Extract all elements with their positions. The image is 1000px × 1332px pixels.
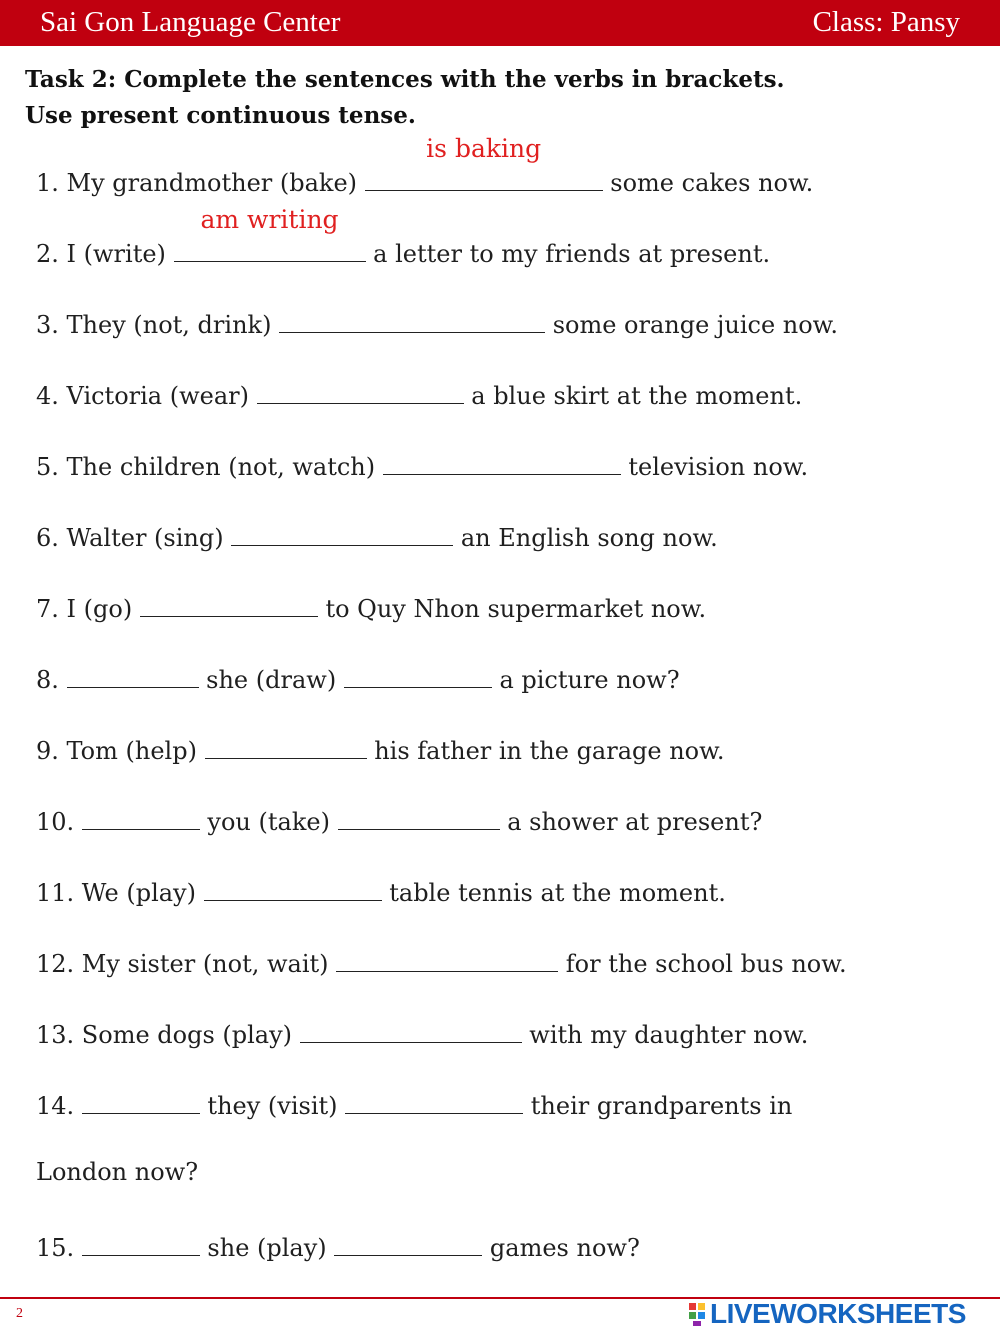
sentence-text: 8. — [36, 666, 67, 694]
sentence-text: 4. Victoria (wear) — [36, 382, 257, 410]
answer-field-12[interactable] — [336, 945, 558, 972]
sentence-8 — [36, 661, 680, 701]
sentence-text: 1. My grandmother (bake) — [36, 169, 365, 197]
answer-text-2: am writing — [200, 205, 339, 234]
sentence-text: 13. Some dogs (play) — [36, 1021, 300, 1049]
center-name: Sai Gon Language Center — [40, 6, 341, 38]
answer-field-15b[interactable] — [334, 1229, 482, 1256]
answer-field-10b[interactable] — [338, 803, 500, 830]
sentence-text: you (take) — [199, 808, 338, 836]
answer-field-14b[interactable] — [345, 1087, 523, 1114]
sentence-text: some orange juice now. — [545, 311, 839, 339]
task-title-line-1: Task 2: Complete the sentences with the verbs in brackets. — [25, 66, 785, 93]
sentence-text: a letter to my friends at present. — [365, 240, 771, 268]
sentence-text: 3. They (not, drink) — [36, 311, 280, 339]
answer-field-10a[interactable] — [82, 803, 200, 830]
sentence-3 — [36, 306, 838, 346]
answer-field-13[interactable] — [300, 1016, 522, 1043]
answer-field-8a[interactable] — [67, 661, 199, 688]
sentence-text: they (visit) — [199, 1092, 346, 1120]
header-bar — [0, 0, 1000, 46]
sentence-text: table tennis at the moment. — [381, 879, 726, 907]
sentence-5 — [36, 448, 808, 488]
answer-field-2[interactable] — [174, 205, 366, 262]
sentence-6 — [36, 519, 718, 559]
sentence-text: for the school bus now. — [558, 950, 847, 978]
answer-field-7[interactable] — [140, 590, 318, 617]
sentence-text: 2. I (write) — [36, 240, 174, 268]
sentence-text: 10. — [36, 808, 82, 836]
sentence-text: 9. Tom (help) — [36, 737, 205, 765]
sentence-7 — [36, 590, 706, 630]
sentence-text: 11. We (play) — [36, 879, 204, 907]
answer-field-14a[interactable] — [82, 1087, 200, 1114]
sentence-9 — [36, 732, 724, 772]
sentence-text: their grandparents in — [523, 1092, 793, 1120]
sentence-14 — [36, 1087, 792, 1127]
sentence-10 — [36, 803, 762, 843]
answer-field-4[interactable] — [257, 377, 464, 404]
sentence-text: 7. I (go) — [36, 595, 140, 623]
sentence-2 — [36, 205, 771, 275]
answer-field-9[interactable] — [205, 732, 367, 759]
page-number: 2 — [16, 1306, 23, 1321]
sentence-text: television now. — [620, 453, 809, 481]
sentence-text: a blue skirt at the moment. — [463, 382, 803, 410]
sentence-text: 15. — [36, 1234, 82, 1262]
sentence-text: a picture now? — [491, 666, 680, 694]
answer-field-5[interactable] — [383, 448, 621, 475]
sentence-1 — [36, 134, 814, 204]
answer-field-15a[interactable] — [82, 1229, 200, 1256]
sentence-text: London now? — [36, 1158, 199, 1186]
sentence-text: a shower at present? — [499, 808, 763, 836]
sentence-text: 12. My sister (not, wait) — [36, 950, 337, 978]
sentence-text: to Quy Nhon supermarket now. — [317, 595, 707, 623]
sentence-text: 6. Walter (sing) — [36, 524, 232, 552]
sentence-text: 14. — [36, 1092, 82, 1120]
answer-field-3[interactable] — [279, 306, 545, 333]
answer-field-1[interactable] — [365, 134, 603, 191]
sentence-15 — [36, 1229, 640, 1269]
sentence-text: she (play) — [199, 1234, 335, 1262]
sentence-11 — [36, 874, 726, 914]
liveworksheets-logo-icon — [688, 1301, 706, 1327]
task-title-line-2: Use present continuous tense. — [25, 102, 416, 129]
sentence-12 — [36, 945, 847, 985]
answer-field-6[interactable] — [231, 519, 453, 546]
liveworksheets-watermark — [688, 1296, 966, 1332]
sentence-text: some cakes now. — [602, 169, 814, 197]
task-instructions — [25, 62, 975, 134]
sentence-text: with my daughter now. — [521, 1021, 809, 1049]
answer-field-11[interactable] — [204, 874, 382, 901]
sentence-text: his father in the garage now. — [366, 737, 725, 765]
answer-field-8b[interactable] — [344, 661, 492, 688]
sentence-text: she (draw) — [198, 666, 344, 694]
answer-text-1: is baking — [426, 134, 542, 163]
watermark-text: LIVEWORKSHEETS — [710, 1298, 966, 1329]
sentence-14-continued — [36, 1158, 198, 1198]
sentence-text: an English song now. — [453, 524, 718, 552]
sentence-4 — [36, 377, 802, 417]
class-label: Class: Pansy — [812, 6, 960, 38]
sentence-text: 5. The children (not, watch) — [36, 453, 383, 481]
sentence-text: games now? — [482, 1234, 640, 1262]
sentence-13 — [36, 1016, 808, 1056]
